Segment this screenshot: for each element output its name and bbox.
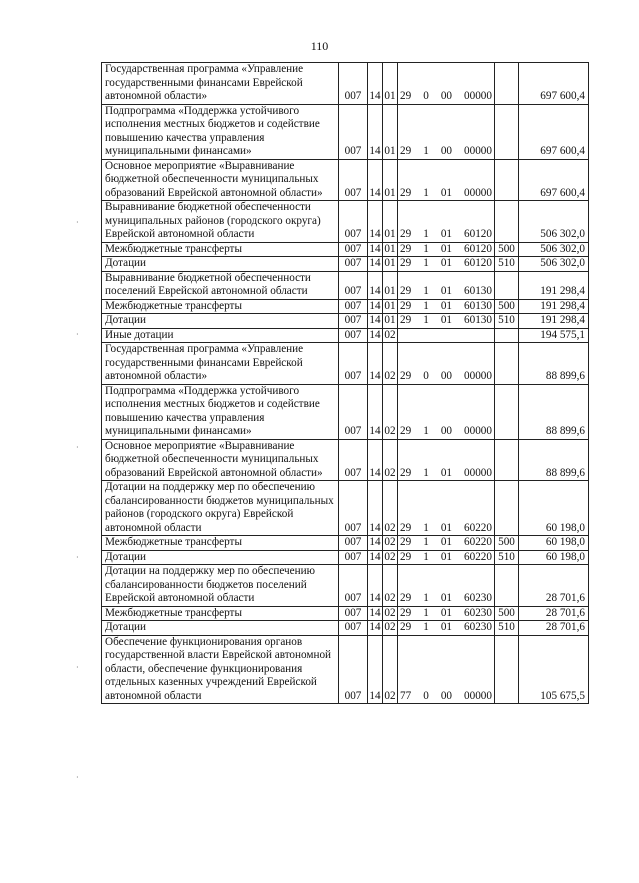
target-article-part: 60220 [464, 550, 492, 563]
row-name: Выравнивание бюджетной обеспеченности муниципальных районов (городского округа) Еврейской автономной области [102, 201, 339, 243]
subsection-code: 02 [384, 550, 396, 563]
amount: 60 198,0 [519, 536, 589, 551]
target-article-part: 1 [423, 536, 429, 548]
table-row [102, 635, 589, 704]
section-code: 14 [368, 159, 383, 201]
target-article-part: 1 [423, 186, 429, 199]
amount: 506 302,0 [519, 242, 589, 257]
target-article-parts [398, 425, 494, 439]
target-article-part: 77 [400, 689, 412, 702]
row-name: Дотации на поддержку мер по обеспечению сбалансированности бюджетов муниципальных районов (городского округа) Еврейской автономной области [102, 481, 339, 536]
table-row [102, 201, 589, 243]
target-article-part: 01 [440, 228, 452, 240]
row-name: Дотации [102, 621, 339, 636]
table-row [102, 257, 589, 272]
target-article-code [398, 242, 495, 257]
target-article-parts [398, 285, 494, 299]
target-article-part: 1 [423, 466, 429, 479]
scan-speck: · [76, 773, 79, 782]
expense-type-code: 500 [495, 536, 519, 551]
subsection-code: 01 [384, 299, 396, 312]
table-body [102, 63, 589, 704]
target-article-part: 60230 [464, 606, 492, 619]
target-article-part: 00000 [464, 689, 492, 702]
expense-type-code [495, 343, 519, 385]
target-article-part: 29 [400, 621, 412, 633]
scan-speck: · [76, 218, 79, 227]
target-article-part: 1 [423, 621, 429, 633]
target-article-part: 00000 [464, 186, 492, 199]
admin-code: 007 [339, 314, 368, 329]
target-article-part: 60120 [464, 242, 492, 255]
section-code: 14 [368, 635, 383, 704]
target-article-part: 29 [400, 314, 412, 326]
table-row [102, 439, 589, 481]
section-code: 14 [369, 621, 381, 633]
target-article-part: 29 [400, 370, 412, 382]
target-article-parts [398, 243, 494, 257]
target-article-part: 01 [440, 242, 452, 255]
section-code: 14 [368, 439, 383, 481]
admin-code: 007 [339, 63, 368, 105]
section-code: 14 [368, 384, 383, 439]
expense-type-code [495, 384, 519, 439]
target-article-part: 29 [400, 536, 412, 548]
target-article-code [398, 271, 495, 299]
subsection-code: 01 [383, 271, 398, 299]
target-article-part: 29 [400, 257, 412, 269]
target-article-part: 01 [440, 536, 452, 548]
amount: 506 302,0 [519, 201, 589, 243]
amount: 191 298,4 [519, 314, 589, 329]
row-name: Межбюджетные трансферты [102, 242, 339, 257]
target-article-part: 60220 [464, 521, 492, 534]
target-article-part: 01 [440, 621, 452, 633]
row-name: Государственная программа «Управление государственными финансами Еврейской автономной области» [102, 63, 339, 105]
expense-type-code [495, 159, 519, 201]
subsection-code: 02 [384, 606, 396, 619]
section-code: 14 [368, 201, 383, 243]
expense-type-code: 510 [495, 257, 519, 272]
target-article-part: 29 [400, 299, 412, 312]
target-article-part: 1 [423, 521, 429, 534]
target-article-code [398, 536, 495, 551]
expense-type-code [495, 201, 519, 243]
target-article-part: 01 [440, 299, 452, 312]
target-article-code [398, 635, 495, 704]
table-row [102, 328, 589, 343]
target-article-part: 00000 [464, 370, 492, 382]
target-article-code [398, 384, 495, 439]
section-code: 14 [368, 104, 383, 159]
target-article-parts [398, 607, 494, 621]
target-article-part: 29 [400, 521, 412, 534]
target-article-part: 29 [400, 186, 412, 199]
expense-type-code [495, 635, 519, 704]
target-article-parts [398, 621, 494, 635]
admin-code: 007 [339, 299, 368, 314]
admin-code: 007 [339, 384, 368, 439]
target-article-part: 00000 [464, 466, 492, 479]
subsection-code: 01 [384, 257, 396, 269]
scan-speck: · [76, 553, 79, 562]
section-code: 14 [369, 536, 381, 548]
section-code: 14 [369, 314, 381, 326]
target-article-part: 01 [440, 257, 452, 269]
row-name: Государственная программа «Управление государственными финансами Еврейской автономной области» [102, 343, 339, 385]
target-article-part: 1 [423, 425, 429, 437]
admin-code: 007 [339, 635, 368, 704]
expense-type-code: 510 [495, 314, 519, 329]
target-article-part: 60230 [464, 621, 492, 633]
target-article-part: 1 [423, 606, 429, 619]
target-article-code [398, 314, 495, 329]
target-article-part: 1 [423, 145, 429, 157]
target-article-part: 1 [423, 242, 429, 255]
target-article-part: 1 [423, 314, 429, 326]
target-article-part: 60230 [464, 592, 492, 604]
target-article-part: 00000 [464, 90, 492, 102]
subsection-code: 01 [383, 201, 398, 243]
row-name: Межбюджетные трансферты [102, 299, 339, 314]
target-article-parts [398, 551, 494, 565]
admin-code: 007 [339, 201, 368, 243]
target-article-code [398, 257, 495, 272]
table-row [102, 550, 589, 565]
target-article-part: 1 [423, 228, 429, 240]
target-article-parts [398, 314, 494, 328]
section-code: 14 [368, 63, 383, 105]
admin-code: 007 [339, 104, 368, 159]
scan-speck: · [76, 330, 79, 339]
target-article-part: 60130 [464, 314, 492, 326]
target-article-part: 29 [400, 228, 412, 240]
target-article-part: 60220 [464, 536, 492, 548]
subsection-code: 01 [384, 242, 396, 255]
admin-code: 007 [339, 159, 368, 201]
target-article-parts [398, 592, 494, 606]
target-article-code [398, 201, 495, 243]
target-article-parts [398, 257, 494, 271]
amount: 191 298,4 [519, 271, 589, 299]
section-code: 14 [368, 271, 383, 299]
target-article-code [398, 565, 495, 607]
subsection-code: 01 [383, 104, 398, 159]
row-name: Межбюджетные трансферты [102, 536, 339, 551]
admin-code: 007 [339, 439, 368, 481]
page-number: 110 [310, 39, 329, 53]
amount: 88 899,6 [519, 343, 589, 385]
admin-code: 007 [339, 343, 368, 385]
target-article-parts [398, 536, 494, 550]
admin-code: 007 [339, 565, 368, 607]
amount: 105 675,5 [519, 635, 589, 704]
expense-type-code [495, 481, 519, 536]
admin-code: 007 [339, 271, 368, 299]
subsection-code: 02 [383, 481, 398, 536]
table-row [102, 565, 589, 607]
target-article-part: 1 [423, 299, 429, 312]
subsection-code: 02 [384, 328, 396, 341]
row-name: Обеспечение функционирования органов государственной власти Еврейской автономной области, обеспечение функционирования отдельных казенных учреждений Еврейской автономной области [102, 635, 339, 704]
target-article-part: 01 [440, 521, 452, 534]
expense-type-code [495, 104, 519, 159]
target-article-parts [398, 187, 494, 201]
expense-type-code: 500 [495, 242, 519, 257]
target-article-code [398, 439, 495, 481]
target-article-part: 60130 [464, 299, 492, 312]
subsection-code: 02 [383, 384, 398, 439]
row-name: Подпрограмма «Поддержка устойчивого исполнения местных бюджетов и содействие повышению качества управления муниципальными финансами» [102, 104, 339, 159]
target-article-code [398, 343, 495, 385]
target-article-part: 00 [440, 145, 452, 157]
expense-type-code [495, 565, 519, 607]
target-article-parts [398, 370, 494, 384]
amount: 28 701,6 [519, 621, 589, 636]
target-article-part: 60120 [464, 257, 492, 269]
table-row [102, 536, 589, 551]
row-name: Межбюджетные трансферты [102, 606, 339, 621]
scan-speck: · [76, 443, 79, 452]
row-name: Подпрограмма «Поддержка устойчивого исполнения местных бюджетов и содействие повышению качества управления муниципальными финансами» [102, 384, 339, 439]
table-row [102, 242, 589, 257]
row-name: Дотации [102, 550, 339, 565]
target-article-code [398, 159, 495, 201]
target-article-parts [398, 300, 494, 314]
table-row [102, 343, 589, 385]
admin-code: 007 [339, 550, 368, 565]
admin-code: 007 [339, 481, 368, 536]
amount: 60 198,0 [519, 481, 589, 536]
subsection-code: 02 [384, 621, 396, 633]
row-name: Дотации [102, 257, 339, 272]
target-article-part: 1 [423, 257, 429, 269]
row-name: Дотации на поддержку мер по обеспечению сбалансированности бюджетов поселений Еврейской автономной области [102, 565, 339, 607]
target-article-part: 01 [440, 592, 452, 604]
expense-type-code: 500 [495, 299, 519, 314]
expense-type-code [495, 271, 519, 299]
target-article-code [398, 299, 495, 314]
amount: 60 198,0 [519, 550, 589, 565]
target-article-part: 00 [440, 425, 452, 437]
target-article-part: 1 [423, 592, 429, 604]
section-code: 14 [369, 328, 381, 341]
target-article-part: 0 [423, 370, 429, 382]
subsection-code: 02 [383, 439, 398, 481]
table-row [102, 104, 589, 159]
admin-code: 007 [339, 328, 368, 343]
admin-code: 007 [339, 621, 368, 636]
target-article-code [398, 328, 495, 343]
row-name: Дотации [102, 314, 339, 329]
table-row [102, 159, 589, 201]
target-article-part: 01 [440, 606, 452, 619]
target-article-parts [398, 145, 494, 159]
target-article-part: 00 [440, 90, 452, 102]
target-article-part: 1 [423, 285, 429, 297]
table-row [102, 299, 589, 314]
amount: 506 302,0 [519, 257, 589, 272]
section-code: 14 [369, 606, 381, 619]
target-article-parts [398, 228, 494, 242]
row-name: Основное мероприятие «Выравнивание бюджетной обеспеченности муниципальных образований Еврейской автономной области» [102, 159, 339, 201]
target-article-part: 29 [400, 285, 412, 297]
target-article-parts [398, 90, 494, 104]
section-code: 14 [368, 565, 383, 607]
amount: 28 701,6 [519, 565, 589, 607]
table-row [102, 606, 589, 621]
target-article-code [398, 550, 495, 565]
target-article-part: 01 [440, 314, 452, 326]
expense-type-code: 510 [495, 550, 519, 565]
target-article-code [398, 606, 495, 621]
table-row [102, 63, 589, 105]
target-article-part: 00000 [464, 145, 492, 157]
row-name: Иные дотации [102, 328, 339, 343]
amount: 88 899,6 [519, 384, 589, 439]
target-article-part: 1 [423, 550, 429, 563]
target-article-code [398, 481, 495, 536]
expense-type-code [495, 439, 519, 481]
subsection-code: 01 [384, 314, 396, 326]
target-article-part: 29 [400, 145, 412, 157]
admin-code: 007 [339, 242, 368, 257]
section-code: 14 [368, 481, 383, 536]
target-article-part: 60120 [464, 228, 492, 240]
subsection-code: 02 [383, 635, 398, 704]
table-row [102, 621, 589, 636]
amount: 28 701,6 [519, 606, 589, 621]
table-row [102, 384, 589, 439]
target-article-part: 29 [400, 606, 412, 619]
target-article-part: 01 [440, 550, 452, 563]
subsection-code: 01 [383, 63, 398, 105]
table-row [102, 314, 589, 329]
target-article-code [398, 104, 495, 159]
subsection-code: 02 [384, 536, 396, 548]
target-article-part: 29 [400, 466, 412, 479]
target-article-code [398, 63, 495, 105]
target-article-part: 29 [400, 90, 412, 102]
target-article-part: 60130 [464, 285, 492, 297]
target-article-part: 29 [400, 242, 412, 255]
table-row [102, 481, 589, 536]
target-article-part: 01 [440, 466, 452, 479]
section-code: 14 [368, 343, 383, 385]
amount: 194 575,1 [519, 328, 589, 343]
target-article-part: 0 [423, 90, 429, 102]
section-code: 14 [369, 242, 381, 255]
amount: 697 600,4 [519, 104, 589, 159]
section-code: 14 [369, 550, 381, 563]
target-article-code [398, 621, 495, 636]
row-name: Выравнивание бюджетной обеспеченности поселений Еврейской автономной области [102, 271, 339, 299]
expense-type-code [495, 63, 519, 105]
section-code: 14 [369, 257, 381, 269]
target-article-part: 00 [440, 689, 452, 702]
target-article-part: 01 [440, 186, 452, 199]
budget-table [101, 62, 589, 704]
expense-type-code: 510 [495, 621, 519, 636]
row-name: Основное мероприятие «Выравнивание бюджетной обеспеченности муниципальных образований Еврейской автономной области» [102, 439, 339, 481]
amount: 697 600,4 [519, 63, 589, 105]
target-article-part: 29 [400, 550, 412, 563]
subsection-code: 01 [383, 159, 398, 201]
target-article-part: 00 [440, 370, 452, 382]
expense-type-code [495, 328, 519, 343]
subsection-code: 02 [383, 343, 398, 385]
target-article-part: 00000 [464, 425, 492, 437]
amount: 88 899,6 [519, 439, 589, 481]
target-article-part: 29 [400, 425, 412, 437]
target-article-parts [398, 522, 494, 536]
target-article-parts [398, 690, 494, 704]
amount: 697 600,4 [519, 159, 589, 201]
section-code: 14 [369, 299, 381, 312]
target-article-part: 01 [440, 285, 452, 297]
target-article-part: 0 [423, 689, 429, 702]
target-article-parts [398, 467, 494, 481]
amount: 191 298,4 [519, 299, 589, 314]
admin-code: 007 [339, 536, 368, 551]
subsection-code: 02 [383, 565, 398, 607]
scan-speck: · [76, 663, 79, 672]
target-article-part: 29 [400, 592, 412, 604]
admin-code: 007 [339, 606, 368, 621]
admin-code: 007 [339, 257, 368, 272]
table-row [102, 271, 589, 299]
expense-type-code: 500 [495, 606, 519, 621]
